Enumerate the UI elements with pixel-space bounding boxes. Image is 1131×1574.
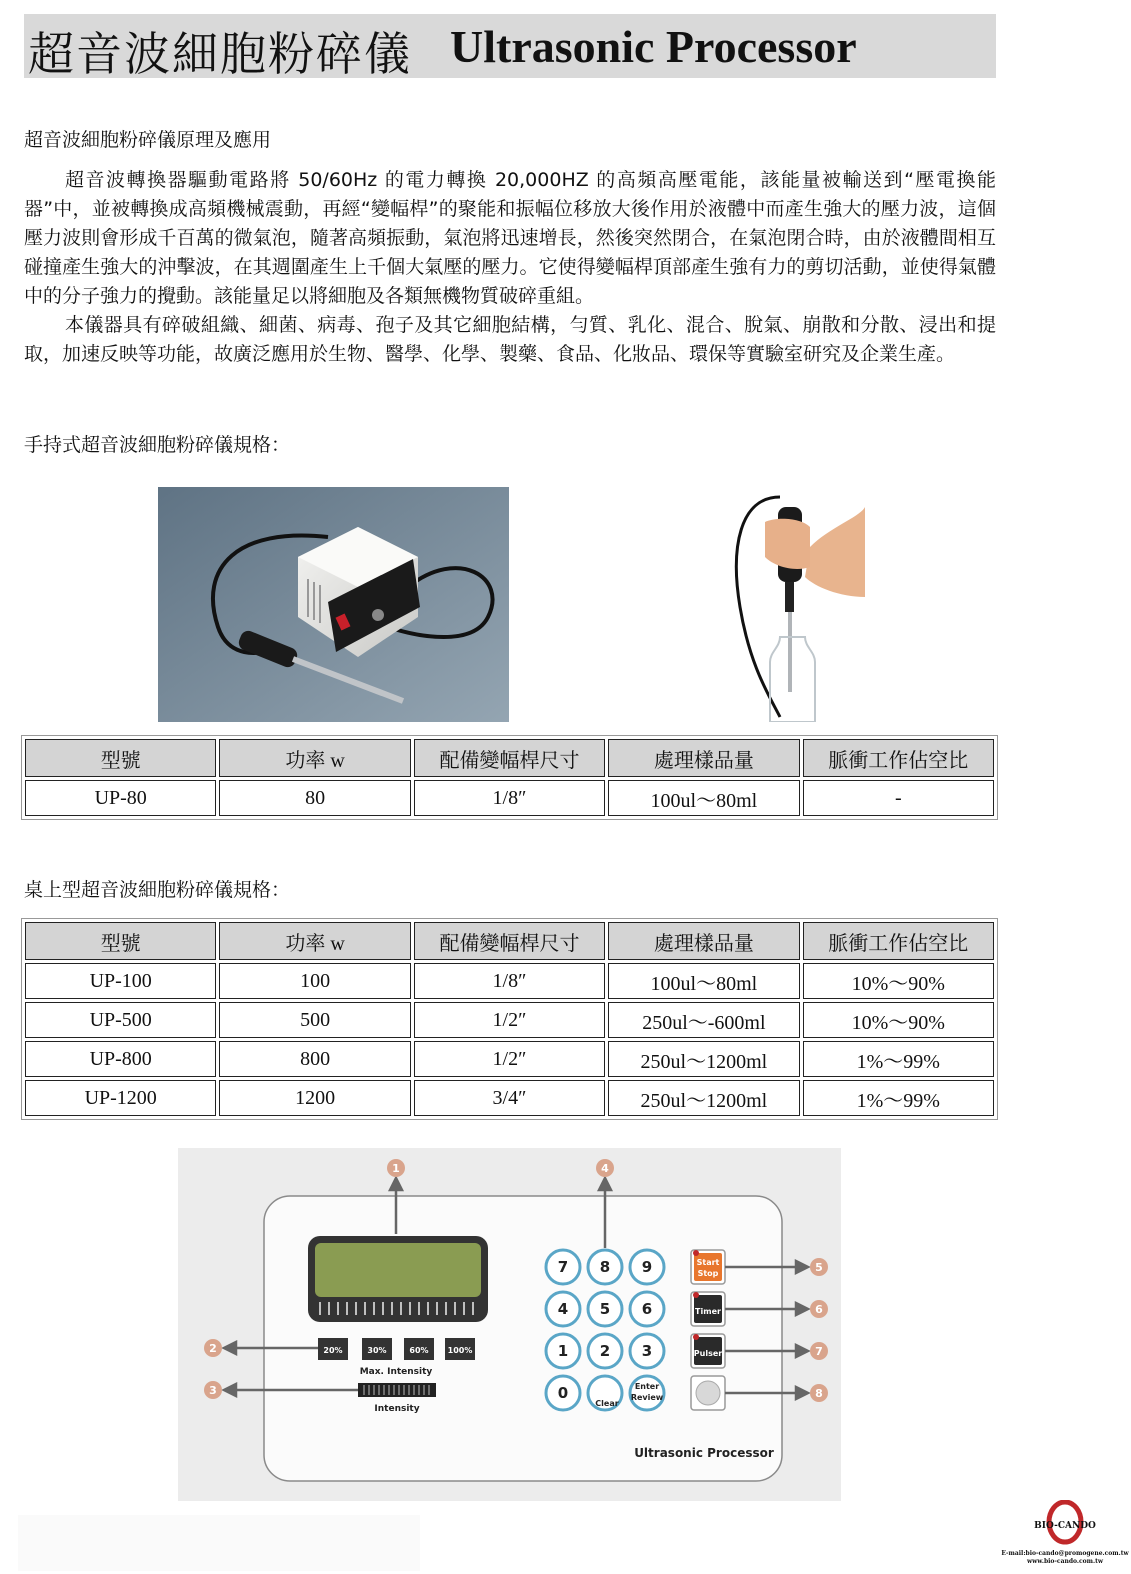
intensity-100-label: 100% xyxy=(447,1346,473,1355)
callout-3-label: 3 xyxy=(209,1384,217,1397)
table-cell: 1/2″ xyxy=(414,1002,605,1038)
intensity-label: Intensity xyxy=(374,1404,420,1414)
column-header: 處理樣品量 xyxy=(608,922,799,960)
table-cell: 1/2″ xyxy=(414,1041,605,1077)
handheld-unit-photo xyxy=(158,487,509,722)
table-row xyxy=(25,1080,994,1116)
table-cell: UP-80 xyxy=(25,780,216,816)
start-stop-led xyxy=(693,1250,699,1256)
table-cell: - xyxy=(803,780,994,816)
table-cell: 1/8″ xyxy=(414,780,605,816)
lcd-screen xyxy=(315,1243,481,1297)
intensity-20-label: 20% xyxy=(323,1346,343,1355)
title-chinese: 超音波細胞粉碎儀 xyxy=(28,27,412,81)
table-cell: 1200 xyxy=(219,1080,410,1116)
callout-2-label: 2 xyxy=(209,1342,217,1355)
brand-label: Ultrasonic Processor xyxy=(634,1446,774,1460)
column-header: 型號 xyxy=(25,922,216,960)
table-cell: 250ul～1200ml xyxy=(608,1041,799,1077)
keypad-4-label: 4 xyxy=(557,1300,569,1318)
keypad-7-label: 7 xyxy=(557,1258,569,1276)
hand-probe-photo xyxy=(720,487,865,722)
clear-label: Clear xyxy=(595,1399,619,1408)
handheld-heading: 手持式超音波細胞粉碎儀規格： xyxy=(24,434,291,456)
table-cell: UP-100 xyxy=(25,963,216,999)
desktop-heading: 桌上型超音波細胞粉碎儀規格： xyxy=(24,879,291,901)
timer-label: Timer xyxy=(695,1307,721,1316)
desktop-spec-table xyxy=(21,918,998,1120)
power-button xyxy=(696,1381,720,1405)
table-cell: 250ul～-600ml xyxy=(608,1002,799,1038)
callout-6-label: 6 xyxy=(815,1303,823,1316)
table-cell: 100 xyxy=(219,963,410,999)
table-cell: 100ul～80ml xyxy=(608,963,799,999)
contact-info xyxy=(1000,1550,1130,1566)
table-cell: 3/4″ xyxy=(414,1080,605,1116)
faint-footer-block xyxy=(18,1515,420,1571)
email-text: E-mail:bio-cando@promogene.com.tw xyxy=(1001,1550,1129,1557)
table-cell: 500 xyxy=(219,1002,410,1038)
handheld-spec-table xyxy=(21,735,998,820)
title-english: Ultrasonic Processor xyxy=(450,21,857,72)
table-row xyxy=(25,1041,994,1077)
table-cell: 1%～99% xyxy=(803,1080,994,1116)
keypad-1-label: 1 xyxy=(557,1342,569,1360)
table-row xyxy=(25,1002,994,1038)
table-cell: UP-500 xyxy=(25,1002,216,1038)
callout-4-label: 4 xyxy=(601,1162,609,1175)
start-label: Start xyxy=(696,1258,720,1267)
table-cell: 80 xyxy=(219,780,410,816)
table-header-row xyxy=(25,922,994,960)
principle-paragraph-2: 本儀器具有碎破組織、細菌、病毒、孢子及其它細胞結構，勻質、乳化、混合、脫氣、崩散和分散、浸出和提取，加速反映等功能，故廣泛應用於生物、醫學、化學、製藥、食品、化妝品、環保等實驗室研究及企業生產。 xyxy=(24,314,996,365)
table-cell: 1/8″ xyxy=(414,963,605,999)
table-cell: 250ul～1200ml xyxy=(608,1080,799,1116)
control-panel-diagram xyxy=(178,1148,841,1501)
callout-1-label: 1 xyxy=(392,1162,400,1175)
timer-led xyxy=(693,1292,699,1298)
column-header: 功率 w xyxy=(219,922,410,960)
keypad-2-label: 2 xyxy=(599,1342,611,1360)
website-text: www.bio-cando.com.tw xyxy=(1026,1558,1104,1565)
stop-label: Stop xyxy=(697,1269,719,1278)
column-header: 配備變幅桿尺寸 xyxy=(414,922,605,960)
table-row xyxy=(25,963,994,999)
table-cell: UP-1200 xyxy=(25,1080,216,1116)
pulser-label: Pulser xyxy=(693,1349,723,1358)
title-bar xyxy=(24,14,996,81)
keypad-5-label: 5 xyxy=(599,1300,611,1318)
intensity-30-label: 30% xyxy=(367,1346,387,1355)
column-header: 配備變幅桿尺寸 xyxy=(414,739,605,777)
logo-text: BIO-CANDO xyxy=(1034,1521,1096,1531)
intensity-60-label: 60% xyxy=(409,1346,429,1355)
column-header: 處理樣品量 xyxy=(608,739,799,777)
callout-7-label: 7 xyxy=(815,1345,823,1358)
table-cell: 10%～90% xyxy=(803,963,994,999)
pulser-led xyxy=(693,1334,699,1340)
keypad-0-label: 0 xyxy=(557,1384,569,1402)
table-cell: 100ul～80ml xyxy=(608,780,799,816)
table-row xyxy=(25,780,994,816)
table-header-row xyxy=(25,739,994,777)
table-cell: UP-800 xyxy=(25,1041,216,1077)
table-cell: 800 xyxy=(219,1041,410,1077)
table-cell: 1%～99% xyxy=(803,1041,994,1077)
max-intensity-label: Max. Intensity xyxy=(359,1367,433,1377)
column-header: 脈衝工作佔空比 xyxy=(803,739,994,777)
column-header: 功率 w xyxy=(219,739,410,777)
column-header: 脈衝工作佔空比 xyxy=(803,922,994,960)
keypad-8-label: 8 xyxy=(599,1258,611,1276)
column-header: 型號 xyxy=(25,739,216,777)
principle-paragraph-1: 超音波轉換器驅動電路將 50/60Hz 的電力轉換 20,000HZ 的高頻高壓電能，該能量被輸送到“壓電換能器”中，並被轉換成高頻機械震動，再經“變幅桿”的聚能和振幅位移放大後作用於液體中而產生強大的壓力波，這個壓力波則會形成千百萬的微氣泡，隨著高頻振動，氣泡將迅速增長，然後突然閉合，在氣泡閉合時，由於液體間相互碰撞產生強大的沖擊波，在其週圍產生上千個大氣壓的壓力。它使得變幅桿頂部產生強有力的剪切活動，並使得氣體中的分子強力的攪動。該能量足以將細胞及各類無機物質破碎重組。 xyxy=(24,169,996,307)
keypad-9-label: 9 xyxy=(641,1258,653,1276)
review-label: Review xyxy=(630,1393,664,1402)
keypad-3-label: 3 xyxy=(641,1342,653,1360)
keypad-6-label: 6 xyxy=(641,1300,653,1318)
principle-heading: 超音波細胞粉碎儀原理及應用 xyxy=(24,129,272,151)
table-cell: 10%～90% xyxy=(803,1002,994,1038)
callout-5-label: 5 xyxy=(815,1261,823,1274)
enter-label: Enter xyxy=(634,1382,660,1391)
callout-8-label: 8 xyxy=(815,1387,823,1400)
